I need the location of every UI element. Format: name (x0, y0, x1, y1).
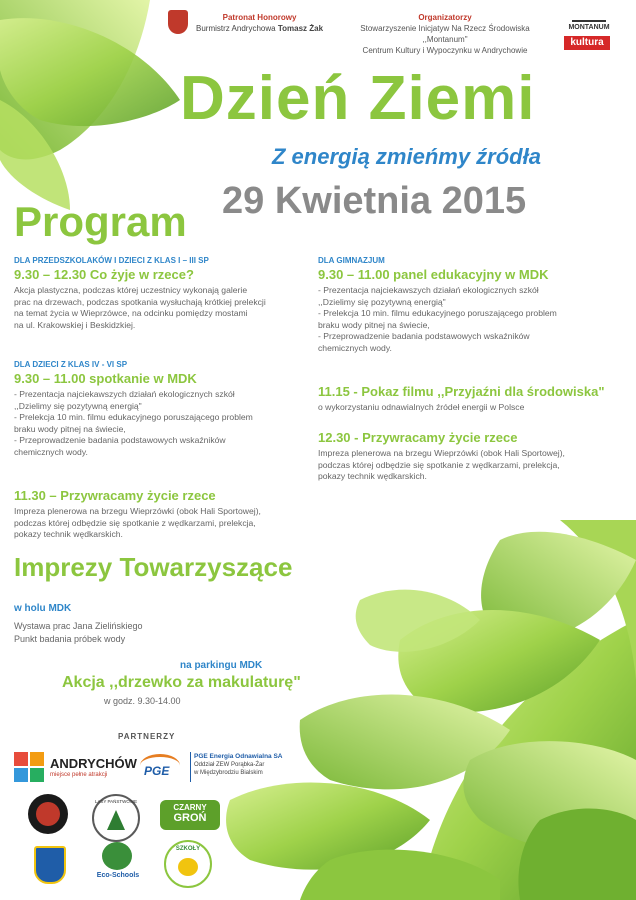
kids-river-line-3: pokazy technik wędkarskich. (14, 529, 123, 539)
szkoly-text: SZKOŁY (175, 846, 201, 852)
gym-line-3: - Prelekcja 10 min. filmu edukacyjnego poruszającego problem (318, 308, 557, 318)
preschool-line-1: Akcja plastyczna, podczas której uczestnicy wykonają galerie (14, 285, 248, 295)
preschool-time: 9.30 – 12.30 Co żyje w rzece? (14, 267, 194, 282)
organizers-title: Organizatorzy (418, 13, 472, 22)
eco-schools-logo (96, 842, 140, 884)
section-gym (318, 256, 618, 354)
preschool-line-4: na ul. Krakowskiej i Beskidzkiej. (14, 319, 136, 330)
section-kids (14, 360, 314, 458)
kids-line-3: - Prelekcja 10 min. filmu edukacyjnego poruszającego problem (14, 412, 253, 422)
gron-text: GROŃ (173, 812, 207, 824)
section-gym-river (318, 430, 618, 483)
gym-line-4: braku wody pitnej na świecie, (318, 319, 430, 330)
montanum-logo-text: MONTANUM (568, 24, 610, 31)
patron-block (196, 12, 323, 34)
preschool-label: DLA PRZEDSZKOLAKÓW I DZIECI Z KLAS I – III SP (14, 256, 209, 265)
gym-label: DLA GIMNAZJUM (318, 256, 385, 265)
film-time: 11.15 - Pokaz filmu ,,Przyjaźni dla środowiska" (318, 384, 605, 399)
kids-river-line-1: Impreza plenerowa na brzegu Wieprzówki (obok Hali Sportowej), (14, 506, 261, 516)
kids-river-line-2: podczas której odbędzie się spotkanie z wędkarzami, prelekcja, (14, 517, 256, 528)
lasy-panstwowe-logo (92, 794, 140, 842)
kids-line-4: braku wody pitnej na świecie, (14, 423, 126, 434)
event-title: Dzień Ziemi (180, 64, 536, 133)
smile-icon (178, 858, 198, 876)
organizer-1: Stowarzyszenie Inicjatyw Na Rzecz Środowiska ,,Montanum" (360, 24, 530, 44)
eco-schools-text: Eco-Schools (96, 872, 140, 879)
patron-role: Burmistrz Andrychowa (196, 24, 276, 33)
andrychow-logo-icon (14, 752, 44, 782)
action-hours: w godz. 9.30-14.00 (104, 696, 181, 706)
andrychow-logo-text: ANDRYCHÓW (50, 756, 137, 771)
gym-line-5: - Przeprowadzenie badania podstawowych wskaźników (318, 331, 530, 341)
andrychow-logo (14, 752, 137, 782)
patron-crest (168, 10, 188, 34)
organizers-block (340, 12, 550, 56)
kids-line-6: chemicznych wody. (14, 446, 88, 457)
parking-label: na parkingu MDK (180, 660, 263, 671)
events-heading: Imprezy Towarzyszące (14, 552, 293, 582)
section-film (318, 384, 628, 414)
szkoly-logo (164, 840, 212, 888)
section-kids-river (14, 488, 314, 541)
event-subtitle: Z energią zmieńmy źródła (272, 144, 541, 169)
gym-river-line-1: Impreza plenerowa na brzegu Wieprzówki (obok Hali Sportowej), (318, 448, 565, 458)
action-title: Akcja ,,drzewko za makulaturę" (62, 674, 301, 691)
organizer-2: Centrum Kultury i Wypoczynku w Andrychowie (362, 46, 528, 55)
andrychow-logo-tag: miejsce pełne atrakcji (50, 772, 108, 778)
event-date: 29 Kwietnia 2015 (222, 180, 527, 222)
kids-label: DLA DZIECI Z KLAS IV - VI SP (14, 360, 128, 369)
pge-line-3: w Międzybrodziu Bialskim (194, 770, 263, 776)
czarny-text: CZARNY (173, 803, 207, 812)
kids-time: 9.30 – 11.00 spotkanie w MDK (14, 371, 197, 386)
montanum-logo (564, 12, 614, 31)
gym-time: 9.30 – 11.00 panel edukacyjny w MDK (318, 267, 549, 282)
hall-item-1: Wystawa prac Jana Zielińskiego (14, 621, 143, 631)
lasy-logo-text: LASY PAŃSTWOWE (94, 799, 138, 804)
hall-items (14, 620, 142, 646)
hall-item-2: Punkt badania próbek wody (14, 634, 126, 644)
partners-heading: PARTNERZY (118, 732, 176, 741)
patron-title: Patronat Honorowy (222, 13, 297, 22)
gym-river-time: 12.30 - Przywracamy życie rzece (318, 430, 518, 445)
tree-icon (107, 810, 125, 830)
eco-schools-icon (102, 842, 132, 870)
gym-river-line-2: podczas której odbędzie się spotkanie z wędkarzami, prelekcja, (318, 459, 560, 470)
kids-river-time: 11.30 – Przywracamy życie rzece (14, 488, 216, 503)
gym-line-6: chemicznych wody. (318, 342, 392, 353)
preschool-line-2: prac na drzewach, podczas spotkania wysłuchają krótkiej prelekcji (14, 296, 266, 307)
czarny-gron-logo (160, 800, 220, 830)
pge-line-1: PGE Energia Odnawialna SA (194, 753, 283, 760)
kids-line-1: - Prezentacja najciekawszych działań ekologicznych szkół (14, 389, 235, 399)
kultura-logo-text: kultura (570, 37, 604, 48)
red-circle-logo-icon (28, 794, 68, 834)
leaf-top-left-2 (0, 18, 180, 126)
shield-logo-icon (34, 846, 66, 884)
gym-line-1: - Prezentacja najciekawszych działań ekologicznych szkół (318, 285, 539, 295)
preschool-line-3: na temat życia w Wieprzówce, na odcinku pomiędzy mostami (14, 308, 248, 318)
pge-logo-text: PGE (144, 764, 170, 778)
section-preschool (14, 256, 314, 331)
gym-line-2: ,,Dzielimy się pozytywną energią" (318, 296, 446, 307)
program-heading: Program (14, 198, 187, 245)
hall-label: w holu MDK (14, 603, 72, 614)
pge-line-2: Oddział ZEW Porąbka-Żar (194, 762, 265, 768)
gym-river-line-3: pokazy technik wędkarskich. (318, 471, 427, 481)
kultura-logo (564, 36, 610, 50)
pge-logo (136, 752, 296, 782)
kids-line-5: - Przeprowadzenie badania podstawowych wskaźników (14, 435, 226, 445)
kids-line-2: ,,Dzielimy się pozytywną energią" (14, 400, 142, 411)
film-line: o wykorzystaniu odnawialnych źródeł energii w Polsce (318, 402, 525, 412)
patron-name: Tomasz Żak (277, 24, 324, 33)
